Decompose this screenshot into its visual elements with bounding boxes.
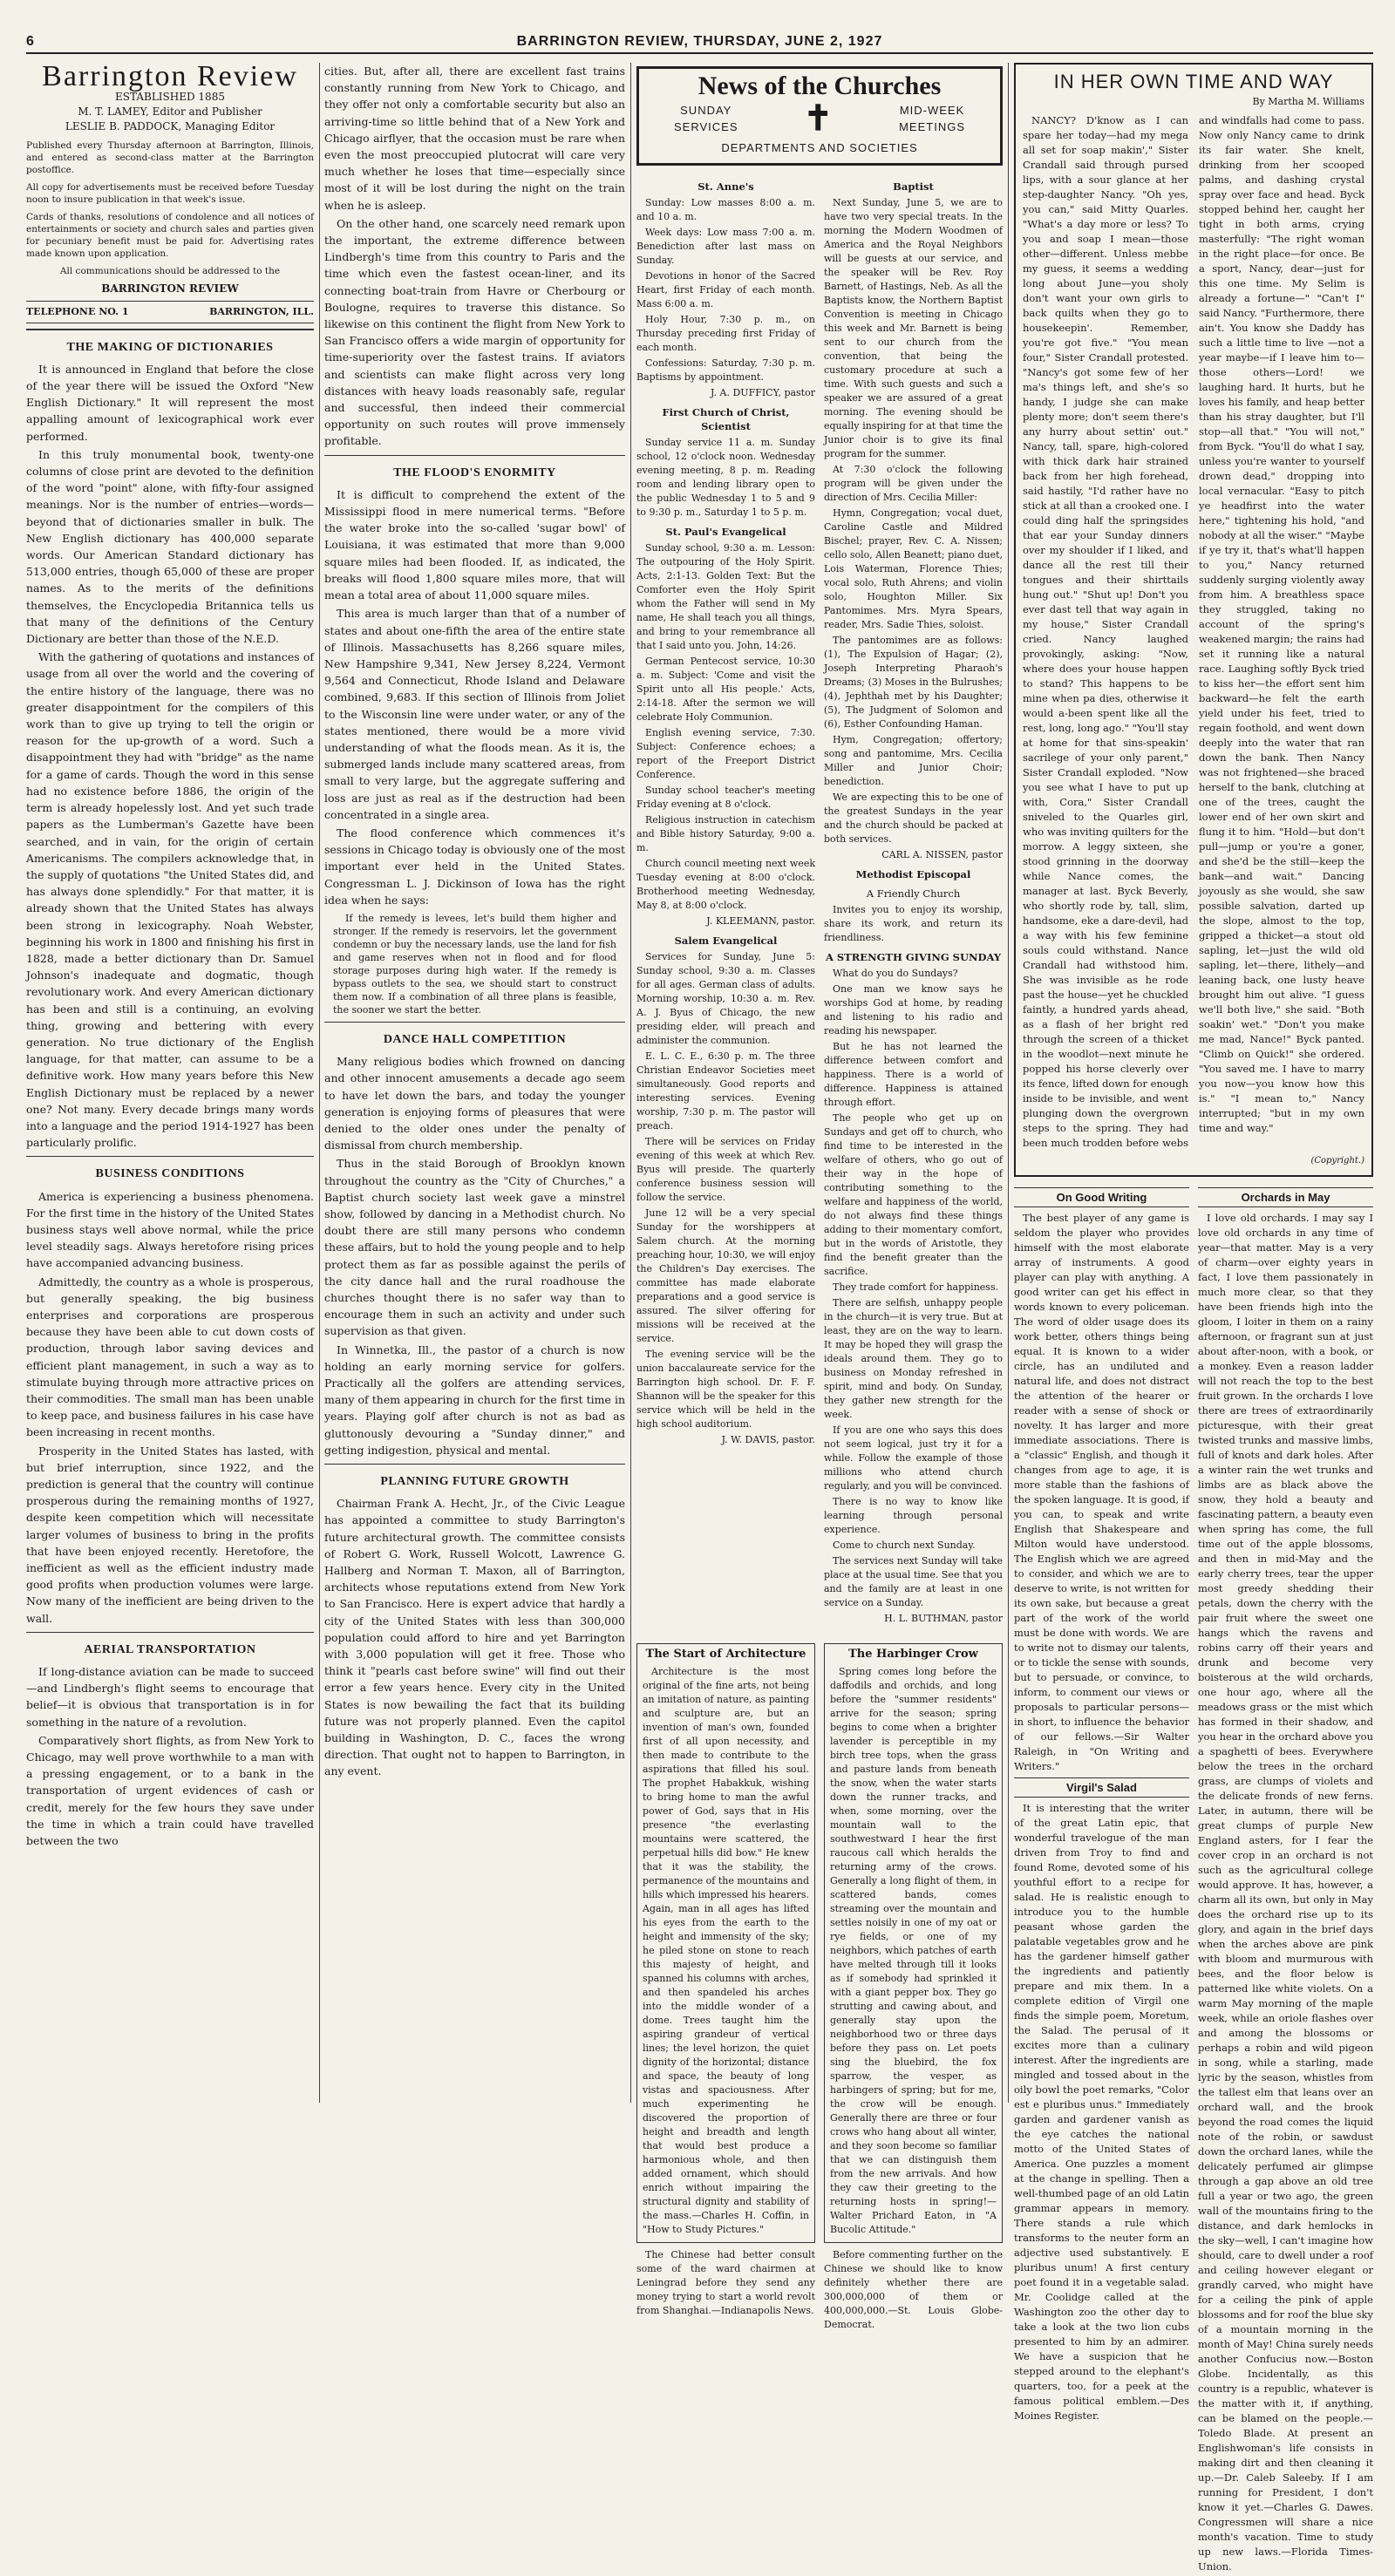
editor-line: M. T. LAMEY, Editor and Publisher — [78, 105, 262, 119]
listing-text: Sunday school teacher's meeting Friday evening at 8 o'clock. — [636, 785, 815, 811]
column-rule — [319, 63, 320, 2103]
listing-text: What do you do Sundays? — [833, 968, 958, 980]
departments-label: DEPARTMENTS AND SOCIETIES — [721, 141, 918, 155]
paragraph: In this truly monumental book, twenty-one columns of close print are devoted to the definition of the word "point" alone, with fifty-four assigned meanings. Nor is the number of entries—words—beyond that of dictionaries smaller in bulk. The New English dictionary has 400,000 separate words. Our American Standard dictionary has 513,000 entries, though 65,000 of these are proper names. As to the merits of the definitions themselves, the Encyclopedia Britannica tells us that many of the definitions of the Century Dictionary are better than those of the N.E.D. — [26, 447, 314, 646]
listing-text: We are expecting this to be one of the greatest Sundays in the year and the church should be packed at both services. — [824, 792, 1003, 846]
church-subtitle: A Friendly Church — [866, 887, 961, 901]
listing-text: But he has not learned the difference between comfort and happiness. There is a world of difference. Happiness is attained through effort. — [824, 1041, 1003, 1109]
listing-text: Church council meeting next week Tuesday evening at 8:00 o'clock. Brotherhood meeting Wednesday, May 8, at 8:00 o'clock. — [636, 858, 815, 912]
box-title: The Harbinger Crow — [848, 1648, 978, 1662]
paragraph: Many religious bodies which frowned on dancing and other innocent amusements a decade ago seem to have let down the bars, and today the younger generation is enjoying forms of pleasures that were denied to the older ones under the penalty of dismissal from church membership. — [324, 1055, 625, 1152]
listing-text: If you are one who says this does not seem logical, just try it for a while. Follow the example of those millions who attend church regularly, and you will be convinced. — [824, 1424, 1003, 1492]
listing-text: Sunday: Low masses 8:00 a. m. and 10 a. m. — [636, 197, 815, 223]
paragraph: Chairman Frank A. Hecht, Jr., of the Civic League has appointed a committee to study Barrington's future architectural growth. The committee consists of Robert G. Work, Russell Wolcott, Lawrence G. Hallberg and Norman T. Maxon, all of Barrington, architects whose reputations extend from New York to San Francisco. Here is expert advice that hardly a city of the United States with less than 300,000 population could afford to hire and yet Barrington with 3,000 population will get it free. Those who think it "pearls cast before swine" will find out their error a few years hence. Every city in the United States is now bewailing the fact that its building future was not properly planned. Even the capitol building in Washington, D. C., faces the wrong direction. That ought not to happen to Barrington, in any event. — [324, 1497, 625, 1778]
listing-text: Sunday school, 9:30 a. m. Lesson: The outpouring of the Holy Spirit. Acts, 2:1-13. Golden Text: But the Comforter even the Holy Spirit whom the Father will send in My name, He shall teach you all things, and bring to your remembrance all that I said unto you. John, 14:26. — [636, 542, 815, 652]
address-note: All communications should be addressed to the — [59, 266, 281, 277]
church-name: St. Anne's — [698, 180, 754, 194]
copyright: (Copyright.) — [1310, 1156, 1364, 1166]
church-name: First Church of Christ, Scientist — [662, 406, 790, 433]
listing-text: Hymn, Congregation; vocal duet, Caroline Castle and Mildred Bischel; prayer, Rev. C. A. Nissen; cello solo, Allen Beanett; piano duet, Lois Waterman, Florence Thies; vocal solo, Ruth Ahrens; and violin solo, Houghton Miller. Six Pantomimes. Mrs. Myra Spears, reader, Mrs. Sadie Thies, soloist. — [824, 507, 1003, 631]
paragraph: Prosperity in the United States has lasted, with but brief interruption, since 1922, and the prediction is general that the country will continue prosperous during the remaining months of 1927, despite keen competition which will necessitate larger volumes of business to bring in the profits that have been enjoyed recently. Heretofore, the inefficient as well as the efficient industry made good profits when production volumes were large. Now many of the inefficient are being driven to the wall. — [26, 1444, 314, 1625]
listing-text: Sunday service 11 a. m. Sunday school, 12 o'clock noon. Wednesday evening meeting, 8 p. m. Reading room and lending library open to the public Wednesday 1 to 5 and 9 to 9:30 p. m., Saturday 1 to 5 p. m. — [636, 437, 815, 519]
article-title: THE MAKING OF DICTIONARIES — [66, 340, 274, 354]
divider — [324, 455, 625, 456]
church-name: Methodist Episcopal — [855, 868, 971, 881]
paragraph: On the other hand, one scarcely need remark upon the important, the extreme difference between Lindbergh's time from this country to Paris and the time which even the fastest ocean-liner, and its connecting boat-train from Havre or Cherbourg or Boulogne, requires to traverse this distance. So likewise on this continent the flight from New York to San Francisco offers a wide margin of opportunity for time-superiority over the fastest trains. If aviators and scientists can make flight across very long distances with heavy loads reasonably safe, regular and successful, then indeed their commercial opportunity on such routes will prove immensely profitable. — [324, 216, 625, 448]
listing-text: Next Sunday, June 5, we are to have two very special treats. In the morning the Modern Woodmen of America and the Royal Neighbors will be guests at our service, and the speaker will be Rev. Roy Barnett, of Hastings, Neb. As all the Baptists know, the Northern Baptist Convention is meeting in Chicago this week and Mr. Barnett is being sent to our church from the convention, that being the customary procedure at such a time. With such guests and such a speaker we are assured of a great morning. The evening should be equally inspiring for at that time the Junior choir is to give its final program for the summer. — [824, 197, 1003, 460]
services-label: SERVICES — [674, 120, 738, 134]
listing-text: German Pentecost service, 10:30 a. m. Subject: 'Come and visit the Spirit unto all His people.' Acts, 2:14-18. After the sermon we will celebrate Holy Communion. — [636, 656, 815, 724]
paragraph: With the gathering of quotations and instances of usage from all over the world and the covering of the entire history of the language, there was no greater disappointment for the compilers of this work than to give up trying to tell the origin or reason for the up-growth of a word. Such a disappointment they had with "bridge" as the name for a game of cards. Though the word in this sense had no existence before 1886, the origin of the term is already hopelessly lost. And yet such trade papers as the Lumberman's Gazette have been searched, and in vain, for the origin of certain Americanisms. The compilers acknowledge that, in the supply of quotations "the United States did, and has always done splendidly." For that matter, it is already shown that the United States has always been strong in lexicography. Noah Webster, beginning his work in 1800 and finishing his first in 1828, made a better dictionary than Dr. Samuel Johnson's inadequate and dogmatic, though revolutionary work. And every American dictionary has been and still is a continuing, an evolving thing, growing and bettering with every generation. No true dictionary of the English language, for that matter, can assume to be a definitive work. How many years before this New English Dictionary must be replaced by a newer one? Not many. Every decade brings many words into a language and the period 1914-1927 has been particularly prolific. — [26, 650, 314, 1150]
divider — [324, 1022, 625, 1023]
paragraph: Comparatively short flights, as from New York to Chicago, may well prove worthwhile to a man with a pressing engagement, or to a bank in the transportation of urgent evidences of cash or credit, merely for the few hours they save under the time in which a train could have travelled between the two — [26, 1733, 314, 1848]
paragraph: Admittedly, the country as a whole is prosperous, but generally speaking, the big business enterprises and corporations are prosperous because they have been able to cut down costs of production, through labor saving devices and efficient plant management, in such a way as to stimulate buying through more attractive prices on their commodities. The small man has been unable to keep pace, and business failures in his case have been increasing in recent months. — [26, 1274, 314, 1439]
listing-text: There is no way to know like learning through personal experience. — [824, 1496, 1003, 1536]
article-title: PLANNING FUTURE GROWTH — [380, 1475, 569, 1489]
telephone: TELEPHONE NO. 1 — [26, 306, 129, 318]
listing-text: Hym, Congregation; offertory; song and pantomime, Mrs. Cecilia Miller and Junior Choir; benediction. — [824, 734, 1003, 788]
story-box — [1014, 63, 1373, 1177]
copy-note: All copy for advertisements must be received before Tuesday noon to insure publication in that week's issue. — [26, 182, 314, 206]
masthead-name: Barrington Review — [42, 60, 298, 92]
article-title: Orchards in May — [1198, 1187, 1373, 1207]
paragraph: It is interesting that the writer of the great Latin epic, that wonderful travelogue of the man driven from Troy to find and found Rome, devoted some of his youthful effort to a recipe for salad. He is realistic enough to introduce you to the humble peasant whose garden the palatable vegetables grow and he has the gardener himself gather the ingredients and patiently prepare and mix them. In a complete edition of Virgil one finds the simple poem, Moretum, the Salad. The perusal of it excites more than a culinary interest. After the ingredients are mingled and tossed about in the oily bowl the poet remarks, "Color est e pluribus unus." Immediately garden and gardener vanish as the eye catches the national motto of the United States of America. One puzzles a moment at the change in spelling. Then a well-thumbed page of an old Latin grammar appears in memory. There stands a rule which transforms to the neuter form an adjective used substantively. E pluribus unum! A first century poet found it in a vegetable salad. Mr. Coolidge called at the Washington zoo the other day to take a look at the two lion cubs presented to him by an admirer. We have a suspicion that he stepped around to the elephant's quarters, too, for a peek at the famous political emblem.—Des Moines Register. — [1014, 1801, 1189, 2422]
sermon-title: A STRENGTH GIVING SUNDAY — [825, 951, 1002, 964]
listing-text: Invites you to enjoy its worship, share its work, and return its friendliness. — [824, 904, 1003, 944]
paragraph: The best player of any game is seldom the player who provides himself with the most elaborate array of instruments. A good player can play with anything. A good writer can get his effect in words known to every policeman. The word of older usage does its work better, others things being equal. It is known to a wider circle, has an undiluted and natural life, and does not distract the attention of the hearer or reader with a sense of shock or novelty. It has larger and more immediate associations. There is a "classic" English, and though it changes from age to age, it is more stable than the fashions of the spoken language. It is good, if you can, to speak and write English that Shakespeare and Milton would have understood. The English which we are agreed to consider, and which we are to deserve to write, is not written for its own sake, but because a great part of the work of the world must be done with words. We are to write not to dismay our talents, or to tickle the sense with sounds, but to persuade, or convince, to inform, to comment our views or proposals to particular persons—in short, to influence the behavior of our fellows.—Sir Walter Raleigh, in "On Writing and Writers." — [1014, 1211, 1189, 1772]
running-header — [26, 26, 1373, 54]
divider — [26, 1632, 314, 1633]
story-byline: By Martha M. Williams — [1252, 96, 1364, 108]
article-title: BUSINESS CONDITIONS — [95, 1167, 245, 1181]
church-name: Salem Evangelical — [674, 935, 778, 948]
column-rule — [1008, 63, 1009, 2103]
church-name: Baptist — [893, 180, 934, 194]
paragraph: Thus in the staid Borough of Brooklyn known throughout the country as the "City of Churches," a Baptist church society last week gave a minstrel show, followed by dancing in a Methodist church. No doubt there are still many persons who condemn these affairs, but to hold the young people and to help protect them as far as possible against the perils of the city dance hall and the rural roadhouse the churches thought there is no safer way than to encourage them in such an activity and under such supervision as that given. — [324, 1157, 625, 1338]
listing-text: The evening service will be the union baccalaureate service for the Barrington high school. Dr. F. F. Shannon will be the speaker for this service which will be held in the high school auditorium. — [636, 1349, 815, 1431]
listing-text: Week days: Low mass 7:00 a. m. Benediction after last mass on Sunday. — [636, 227, 815, 267]
column-2 — [324, 63, 625, 2103]
address-name: BARRINGTON REVIEW — [101, 282, 239, 296]
listing-text: June 12 will be a very special Sunday for the worshippers at Salem church. At the morning preaching hour, 10:30, we will enjoy the Children's Day exercises. The committee has made elaborate preparations and a good service is assured. The silver offering for missions will be received at the service. — [636, 1207, 815, 1345]
churches-banner — [636, 66, 1003, 166]
managing-editor-line: LESLIE B. PADDOCK, Managing Editor — [65, 120, 276, 133]
paragraph: This area is much larger than that of a number of states and about one-fifth the area of the entire state of Illinois. Massachusetts has 8,266 square miles, New Hampshire 9,341, New Jersey 8,224, Vermont 9,564 and Connecticut, Rhode Island and Delaware combined, 9,683. If this section of Illinois from Joliet to the Wisconsin line were under water, or any of the states mentioned, there would be a more vivid understanding of what the floods mean. As it is, the submerged lands include many scattered areas, from small to very large, but the aggregate suffering and loss are just as real as if the destruction had been concentrated in a single area. — [324, 607, 625, 821]
paragraph: In Winnetka, Ill., the pastor of a church is now holding an early morning service for golfers. Practically all the golfers are attending services, many of them appearing in church for the first time in years. Playing golf after church is not as bad as gluttonously devouring a "Sunday dinner," and getting indigestion, physical and mental. — [324, 1342, 625, 1457]
quip: The Chinese had better consult some of the ward chairmen at Leningrad before they send any money trying to start a world revolt from Shanghai.—Indianapolis News. — [636, 2249, 815, 2317]
sunday-label: SUNDAY — [680, 104, 732, 117]
listing-text: Confessions: Saturday, 7:30 p. m. Baptisms by appointment. — [636, 357, 815, 384]
established: ESTABLISHED 1885 — [115, 91, 225, 104]
pastor-signature: H. L. BUTHMAN, pastor — [884, 1613, 1003, 1625]
midweek-label: MID-WEEK — [899, 104, 965, 117]
paragraph: It is difficult to comprehend the extent of the Mississippi flood in mere numerical terms. "Before the water broke into the so-called 'sugar bowl' of Louisiana, it was estimated that more than 9,000 square miles had been flooded. If, as indicated, the breaks will flood 1,800 square miles more, that will mean a total area of about 11,000 square miles. — [324, 487, 625, 602]
newspaper-page — [26, 26, 1373, 2573]
paragraph: America is experiencing a business phenomena. For the first time in the history of the United States business stays well above normal, while the price level steadily sags. Always heretofore rising prices have accompanied advancing business. — [26, 1189, 314, 1270]
lower-articles — [1014, 1184, 1373, 2576]
listing-text: There are selfish, unhappy people in the church—it is very true. But at least, they are on the way to learn. It may be hoped they will grasp the ideals around them. They go to business on Monday refreshed in spirit, mind and body. On Sunday, they gather new strength for the week. — [824, 1297, 1003, 1421]
paragraph: It is announced in England that before the close of the year there will be issued the Oxford "New English Dictionary." It will represent the most appalling amount of lexicographical work ever performed. — [26, 362, 314, 443]
story-text: NANCY? D'know as I can spare her today—had my mega all set for soap makin'," Sister Crandall said through pursed lips, with a sour glance at her step-daughter Nancy. "Oh yes, you can," said Mitty Quarles. "What's a day more or less? To you and soap I mean—those other—different. Unless mebbe my guess, it seems a wedding long about June—you sholy don't want your own girls to back quilts when they go to housekeepin'. Remember, you're got five." "You mean four," Sister Crandall protested. "Nancy's got some few of her ma's things left, and she's so handy, I judge she can make plenty more; don't seem there's any hurry about settin' out." Nancy, tall, spare, high-colored with thick dark hair strained back from her high forehead, said hastily, "I'd rather have no stick at all than a crooked one. I could ding half the springsides that ear your Sunday dinners over my shoulder if I liked, and dance all the rest till their tongues and their shirttails hung out." "Shut up! Don't you ever dast tell that way again in my house," Sister Crandall cried. Nancy laughed provokingly, asking: "Now, where does your house happen to stand? This happens to be mine when pa dies, otherwise it would a-been spent like all the rest, long, long ago." "You'll stay at home for that sins-speakin' sacrilege of your only parent," Sister Crandall exploded. "Now you see what I have to put up with, Cora," Sister Crandall sniveled to the Quarles girl, who was inviting quilters for the morrow. A leggy sixteen, she stood grinning in the doorway while Nance comes, the manager at last. Byck Beverly, who shortly rode by, tall, slim, handsome, eke a dare-devil, had a way with his few feminine souls could withstand. Nance Crandall had withstood him. She was invisible as he rode past the house—yet he chuckled faintly, a hundred yards ahead, as a flash of her bright red through the screen of a thicket in the woodlot—next minute he popped his horse cleverly over its fence, lifted down for enough inside to be invisible, and went plunging down the overgrown steps to the spring. They had been much trodden before webs and windfalls had come to pass. Now only Nancy came to drink its fair water. She knelt, drinking from her scooped palms, and dashing crystal spray over face and head. Byck stopped behind her, caught her tight in both arms, crying masterfully: "The right woman in the right place—for once. Be a sport, Nancy, dear—just for this one time. My Selim is already a fortune—" "Can't I" said Nancy. "Furthermore, there ain't. You know she Daddy has such a little time to live —not a year maybe—if I leave him to—those others—Lord! we laughing hard. It hurts, but he loves his family, and heap better than his stray daughter, but I'll stop—all that." "You will not," from Byck. "You'll do what I say, unless you're wanter to yourself drown dead," dropping into local vernacular. "Easy to pitch ye headfirst into the water here," tightening his hold, "and nobody at all the wiser." "Maybe if ye try it, that's what'll happen to you," Nancy returned suddenly surging violently away from him. A breathless space they struggled, taking no account of the spring's weakened margin; the rains had set it running like a natural race. Laughing softly Byck tried to kiss her—the effort sent him backward—he felt the earth yield under his feet, tried to regain foothold, and went down deeply into the water that ran down the bank. Then Nancy was not frightened—she braced herself to the bank, clutching at one of the trees, caught the lower end of her own skirt and flung it to him. "Hold—but don't pull—jump or you're a goner, and she'd be the still—keep the bank—and wait." Dancing joyously as she would, she saw possible salvation, darted up the slope, almost to the top, gripped a thicket—a stout old sapling, let—just the wild old sapling, let—there, lithely—and leaning back, one lusty heave brought him out alive. "I guess we'll both live," she said. "Both soakin' wet." "Don't you make me mad, Nance!" Byck panted. "Climb on Quick!" she ordered. "You saved me. I have to marry you now—you know how this is." "I mean to," Nancy interrupted; "but in my own time and way." — [1023, 114, 1364, 1150]
listing-text: The people who get up on Sundays and get off to church, who find time to be interested in the welfare of others, who go out of their way in the hope of contributing something to the welfare and happiness of the world, do not always find these things adding to their momentary comfort, but in the words of Aristotle, they find the benefit greater than the sacrifice. — [824, 1112, 1003, 1278]
page-number: 6 — [26, 34, 35, 49]
pastor-signature: J. W. DAVIS, pastor. — [721, 1434, 815, 1446]
telephone-line — [26, 301, 314, 323]
divider — [324, 1464, 625, 1465]
church-name: St. Paul's Evangelical — [665, 526, 786, 539]
column-rule — [630, 63, 631, 2103]
pastor-signature: J. A. DUFFICY, pastor — [711, 387, 815, 399]
divider — [26, 1156, 314, 1157]
paragraph: cities. But, after all, there are excellent fast trains constantly running from New York to Chicago, and they offer not only a comfortable security but also an arriving-time so little behind that of a New York and Chicago airflyer, that the occasion must be rare when even the most preoccupied plutocrat will care very much whether he loses that time—especially since most of it will be lost during the night on the train when he is asleep. — [324, 65, 625, 212]
column-1 — [26, 60, 314, 2103]
quotation: If the remedy is levees, let's build them higher and stronger. If the remedy is reservoirs, let the government condemn or buy the necessary lands, use the land for fish and game reserves when not in flood and for flood storage purposes during high water. If the remedy is bypass outlets to the sea, we should start to construct them now. If a combination of all three plans is feasible, the sooner we start the better. — [333, 912, 616, 1016]
publish-note: Published every Thursday afternoon at Barrington, Illinois, and entered as second-class matter at the Barrington postoffice. — [26, 140, 314, 176]
paragraph: If long-distance aviation can be made to succeed—and Lindbergh's flight seems to encourage that belief—it is obvious that transportation is in for something in the nature of a revolution. — [26, 1665, 314, 1729]
lower-boxes — [636, 1636, 1003, 2334]
meetings-label: MEETINGS — [899, 120, 965, 134]
cards-note: Cards of thanks, resolutions of condolence and all notices of entertainments or society and church sales and parties given for pecuniary benefit must be paid for. Advertising rates made known upon application. — [26, 212, 314, 260]
story-title: IN HER OWN TIME AND WAY — [1053, 71, 1334, 92]
article-title: DANCE HALL COMPETITION — [383, 1032, 567, 1046]
listing-text: They trade comfort for happiness. — [833, 1281, 999, 1294]
listing-text: Holy Hour, 7:30 p. m., on Thursday preceding first Friday of each month. — [636, 314, 815, 354]
church-column-left — [636, 174, 815, 1631]
running-title: BARRINGTON REVIEW, THURSDAY, JUNE 2, 1927 — [516, 34, 883, 49]
town: BARRINGTON, ILL. — [209, 306, 314, 318]
listing-text: Devotions in honor of the Sacred Heart, first Friday of each month. Mass 6:00 a. m. — [636, 270, 815, 310]
listing-text: English evening service, 7:30. Subject: Conference echoes; a report of the Freeport District Conference. — [636, 727, 815, 781]
box-text: Architecture is the most original of the fine arts, not being an imitation of nature, as painting and sculpture are, but an invention of man's own, founded first of all upon necessity, and then made to contribute to the aspirations that filled his soul. The prophet Habakkuk, wishing to bring home to man the awful power of God, says that in His presence "the everlasting mountains were scattered, the perpetual hills did bow." He knew that it was the stability, the permanence of the mountains and hills which impressed his hearers. Again, man in all ages has lifted his eyes from the earth to the height and immensity of the sky; he piled stone on stone to reach this majesty of height, and spanned his columns with arches, and then spandeled his arches into the middle wonder of a dome. Trees taught him the aspiring grandeur of vertical lines; the level horizon, the quiet dignity of the horizontal; distance and space, the beauty of long vistas and spaciousness. After much experimenting he discovered the proportion of height and breadth and length that would best produce a harmonious whole, and then added ornament, which should enrich without impairing the structural dignity and stability of the mass.—Charles H. Coffin, in "How to Study Pictures." — [643, 1666, 809, 2236]
listing-text: E. L. C. E., 6:30 p. m. The three Christian Endeavor Societies meet simultaneously. Good reports and interesting services. Evening worship, 7:30 p. m. The pastor will preach. — [636, 1050, 815, 1132]
masthead — [26, 60, 314, 330]
box-title: The Start of Architecture — [645, 1648, 806, 1662]
church-column-right — [824, 174, 1003, 1631]
article-title: Virgil's Salad — [1014, 1777, 1189, 1798]
paragraph: I love old orchards. I may say I love old orchards in any time of year—that matter. May is a very of charm—over eighty years in fact, I love them passionately in much more clear, so that they have been friends high into the gloom, I loiter in them on a rainy afternoon, or fragrant sun at just about after-noon, with a book, or a monkey. Even a reason ladder will not reach the top to the best fruit grown. In the orchards I love there are trees of extraordinarily picturesque, with their great twisted trunks and massive limbs, full of knots and dark holes. After a winter rain the wet trunks and limbs are as black above the snow, they hold a beauty and fascinating pattern, a beauty even when spring has come, the full time out of the apple blossoms, and then in mid-May and the early cherry trees, tear the upper most greedy shedding their petals, down the cherry with the pair fruit where the sweet one hangs which the ravens and robins carry off their years and drunk and become very boisterous at the wild orchards, one hour ago, where all the meadows grass or the mist which has formed in their shadow, and you hear in the orchard above you a spaghetti of bees. Everywhere below the trees in the orchard grass, are clumps of violets and the delicate fronds of new ferns. Later, in autumn, there will be great clumps of purple New England asters, for I fear the cover crop in an orchard is not such as the agricultural college would approve. It has, however, a charm all its own, but only in May does the orchard rise up to its glory, and again in the brief days when the arches above are pink with bloom and murmurous with bees, and the floor below is patterned like white violets. On a warm May morning of the maple week, while an oriole flashes over and among the blossoms or perhaps a robin and wild pigeon in song, while a starling, made lyric by the season, whistles from the tallest elm that leans over an orchard wall, and the brook beyond the road comes the liquid note of the robin, or sawdust down the orchard lanes, while the delicately perfumed air glimpse through a gap above an old tree full a year or two ago, the green wall of the mountains firing to the distance, and dark hemlocks in the sky—well, I can't imagine how should, care to dwell under a roof and ceiling however elegant or grandly carved, who might have for a ceiling the pink of apple blossoms and for roof the blue sky of a mountain morning in the month of May! China surely needs another Confucius now.—Boston Globe. Incidentally, as this country is a republic, whatever is the matter with it, if anything, can be blamed on the people.—Toledo Blade. At present an Englishwoman's life consists in making dirt and then cleaning it up.—Dr. Caleb Saleeby. If I am running for President, I don't know it yet.—Charles G. Dawes. Congressmen will share a nice month's vacation. Time to study up new laws.—Florida Times-Union. — [1198, 1211, 1373, 2573]
churches-title: News of the Churches — [698, 71, 942, 100]
column-3 — [636, 63, 1003, 2331]
box-text: Spring comes long before the daffodils and orchids, and long before the "summer residents" arrive for the season; spring begins to come when a brighter lavender is perceptible in my birch tree tops, when the grass and pasture lands from beneath the snow, when the water starts down the runner tracks, and when, some morning, over the mountain wall to the southwestward I hear the first raucous call which heralds the returning army of the crows. Generally a long flight of them, in scattered bands, comes streaming over the mountain and settles noisily in one of my oat or rye fields, or one of my neighbors, which patches of earth have melted through till it looks as if somebody had sprinkled it with a giant pepper box. They go strutting and cawing about, and generally stay upon the neighborhood two or three days before they pass on. Let poets sing the bluebird, the fox sparrow, the vesper, as harbingers of spring; but for me, the crow will be enough. Generally there are three or four crows who hang about all winter, and they soon become so familiar that we can distinguish them from the new arrivals. And how they caw their greeting to the returning hosts in spring!—Walter Prichard Eaton, in "A Bucolic Attitude." — [830, 1666, 997, 2236]
pastor-signature: J. KLEEMANN, pastor. — [706, 915, 815, 928]
crow-box — [824, 1643, 1003, 2243]
article-title: THE FLOOD'S ENORMITY — [393, 466, 556, 479]
listing-text: The services next Sunday will take place at the usual time. See that you and the family are at least in one service on a Sunday. — [824, 1555, 1003, 1609]
quip: Before commenting further on the Chinese we should like to know definitely whether there are 300,000,000 of them or 400,000,000.—St. Louis Globe-Democrat. — [824, 2249, 1003, 2331]
listing-text: There will be services on Friday evening of this week at which Rev. Byus will preside. The quarterly conference business session will follow the service. — [636, 1136, 815, 1204]
listing-text: The pantomimes are as follows: (1), The Expulsion of Hagar; (2), Joseph Interpreting Pharaoh's Dreams; (3) Moses in the Bulrushes; (4), Jephthah met by his Daughter; (5), The Judgment of Solomon and (6), Esther Confounding Haman. — [824, 635, 1003, 731]
listing-text: Services for Sunday, June 5: Sunday school, 9:30 a. m. Classes for all ages. German class of adults. Morning worship, 10:30 a. m. Rev. A. J. Byus of Chicago, the new presiding elder, will preach and administer the communion. — [636, 951, 815, 1047]
cross-icon: ✝ — [803, 99, 834, 139]
listing-text: At 7:30 o'clock the following program will be given under the direction of Mrs. Cecilia Miller: — [824, 464, 1003, 504]
listing-text: Come to church next Sunday. — [833, 1539, 976, 1552]
paragraph: The flood conference which commences it's sessions in Chicago today is obviously one of the most important ever held in the United States. Congressman L. J. Dickinson of Iowa has the right idea when he says: — [324, 826, 625, 907]
architecture-box — [636, 1643, 815, 2243]
article-title: AERIAL TRANSPORTATION — [84, 1642, 256, 1656]
column-4 — [1014, 63, 1373, 2573]
pastor-signature: CARL A. NISSEN, pastor — [881, 849, 1003, 861]
listing-text: One man we know says he worships God at home, by reading and listening to his radio and reading his newspaper. — [824, 983, 1003, 1037]
church-listings — [636, 174, 1003, 1631]
listing-text: Religious instruction in catechism and Bible history Saturday, 9:00 a. m. — [636, 814, 815, 854]
article-title: On Good Writing — [1014, 1187, 1189, 1207]
